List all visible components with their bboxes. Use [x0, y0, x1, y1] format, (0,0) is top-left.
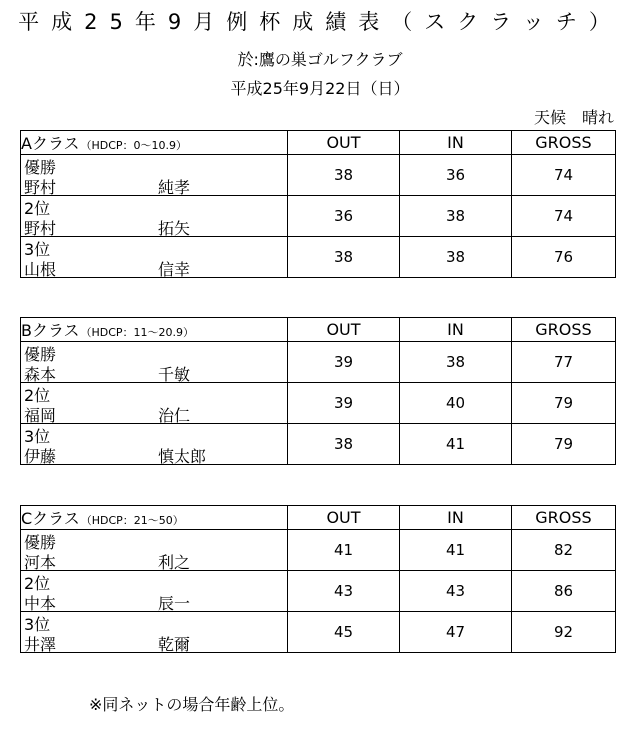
out-score: 38	[288, 237, 400, 278]
player-cell	[21, 237, 287, 277]
gross-score: 79	[512, 424, 616, 465]
out-score: 38	[288, 155, 400, 196]
class-hdcp-range: （HDCP：21〜50）	[80, 514, 184, 527]
rank-label: 3位	[24, 427, 51, 446]
in-score: 43	[400, 571, 512, 612]
out-score: 45	[288, 612, 400, 653]
player-cell	[21, 342, 287, 382]
in-score: 41	[400, 424, 512, 465]
table-row	[21, 155, 616, 196]
rank-label: 優勝	[24, 345, 57, 364]
class-header-row	[21, 506, 616, 530]
table-row	[21, 383, 616, 424]
gross-score: 77	[512, 342, 616, 383]
table-row	[21, 196, 616, 237]
in-header: IN	[400, 131, 512, 155]
player-given-name: 千敏	[158, 365, 191, 384]
player-surname: 井澤	[24, 635, 57, 654]
rank-label: 3位	[24, 615, 51, 634]
rank-label: 優勝	[24, 533, 57, 552]
class-b-table	[20, 317, 616, 465]
class-name: Aクラス	[21, 134, 80, 153]
player-surname: 野村	[24, 178, 57, 197]
out-score: 38	[288, 424, 400, 465]
in-score: 38	[400, 196, 512, 237]
gross-score: 79	[512, 383, 616, 424]
player-cell	[21, 155, 287, 195]
table-row	[21, 612, 616, 653]
player-surname: 伊藤	[24, 447, 57, 466]
out-score: 39	[288, 342, 400, 383]
out-score: 36	[288, 196, 400, 237]
weather-note: 天候 晴れ	[533, 108, 614, 127]
gross-score: 74	[512, 155, 616, 196]
gross-header: GROSS	[512, 506, 616, 530]
gross-score: 82	[512, 530, 616, 571]
class-name-cell	[21, 131, 288, 155]
player-surname: 中本	[24, 594, 57, 613]
gross-score: 86	[512, 571, 616, 612]
rank-label: 2位	[24, 386, 51, 405]
gross-score: 92	[512, 612, 616, 653]
gross-score: 74	[512, 196, 616, 237]
player-cell	[21, 424, 287, 464]
player-cell	[21, 530, 287, 570]
player-surname: 福岡	[24, 406, 57, 425]
player-cell	[21, 196, 287, 236]
out-score: 43	[288, 571, 400, 612]
class-name: Cクラス	[21, 509, 80, 528]
in-score: 47	[400, 612, 512, 653]
rank-label: 3位	[24, 240, 51, 259]
table-row	[21, 342, 616, 383]
player-cell	[21, 612, 287, 652]
event-date: 平成25年9月22日（日）	[230, 79, 410, 98]
player-given-name: 治仁	[158, 406, 191, 425]
class-name-cell	[21, 318, 288, 342]
player-cell	[21, 383, 287, 423]
table-row	[21, 571, 616, 612]
class-c-table	[20, 505, 616, 653]
in-header: IN	[400, 318, 512, 342]
gross-score: 76	[512, 237, 616, 278]
table-row	[21, 237, 616, 278]
gross-header: GROSS	[512, 318, 616, 342]
gross-header: GROSS	[512, 131, 616, 155]
player-surname: 森本	[24, 365, 57, 384]
player-given-name: 辰一	[158, 594, 191, 613]
player-given-name: 純孝	[158, 178, 191, 197]
class-hdcp-range: （HDCP：0〜10.9）	[80, 139, 188, 152]
footer-note: ※同ネットの場合年齢上位。	[89, 695, 295, 714]
out-header: OUT	[288, 318, 400, 342]
class-name: Bクラス	[21, 321, 80, 340]
player-cell	[21, 571, 287, 611]
player-given-name: 慎太郎	[158, 447, 207, 466]
class-a-table	[20, 130, 616, 278]
class-name-cell	[21, 506, 288, 530]
out-score: 39	[288, 383, 400, 424]
class-header-row	[21, 318, 616, 342]
page-title: 平成25年9月例杯成績表（スクラッチ）	[18, 10, 622, 34]
player-surname: 野村	[24, 219, 57, 238]
venue-line: 於:鷹の巣ゴルフクラブ	[237, 50, 403, 69]
class-header-row	[21, 131, 616, 155]
in-score: 40	[400, 383, 512, 424]
table-row	[21, 424, 616, 465]
player-given-name: 拓矢	[158, 219, 191, 238]
out-header: OUT	[288, 131, 400, 155]
out-header: OUT	[288, 506, 400, 530]
player-given-name: 信幸	[158, 260, 191, 279]
in-score: 38	[400, 237, 512, 278]
in-score: 36	[400, 155, 512, 196]
player-surname: 山根	[24, 260, 57, 279]
player-surname: 河本	[24, 553, 57, 572]
rank-label: 2位	[24, 199, 51, 218]
rank-label: 優勝	[24, 158, 57, 177]
in-header: IN	[400, 506, 512, 530]
class-hdcp-range: （HDCP：11〜20.9）	[80, 326, 195, 339]
in-score: 38	[400, 342, 512, 383]
out-score: 41	[288, 530, 400, 571]
rank-label: 2位	[24, 574, 51, 593]
player-given-name: 乾爾	[158, 635, 191, 654]
table-row	[21, 530, 616, 571]
player-given-name: 利之	[158, 553, 191, 572]
in-score: 41	[400, 530, 512, 571]
